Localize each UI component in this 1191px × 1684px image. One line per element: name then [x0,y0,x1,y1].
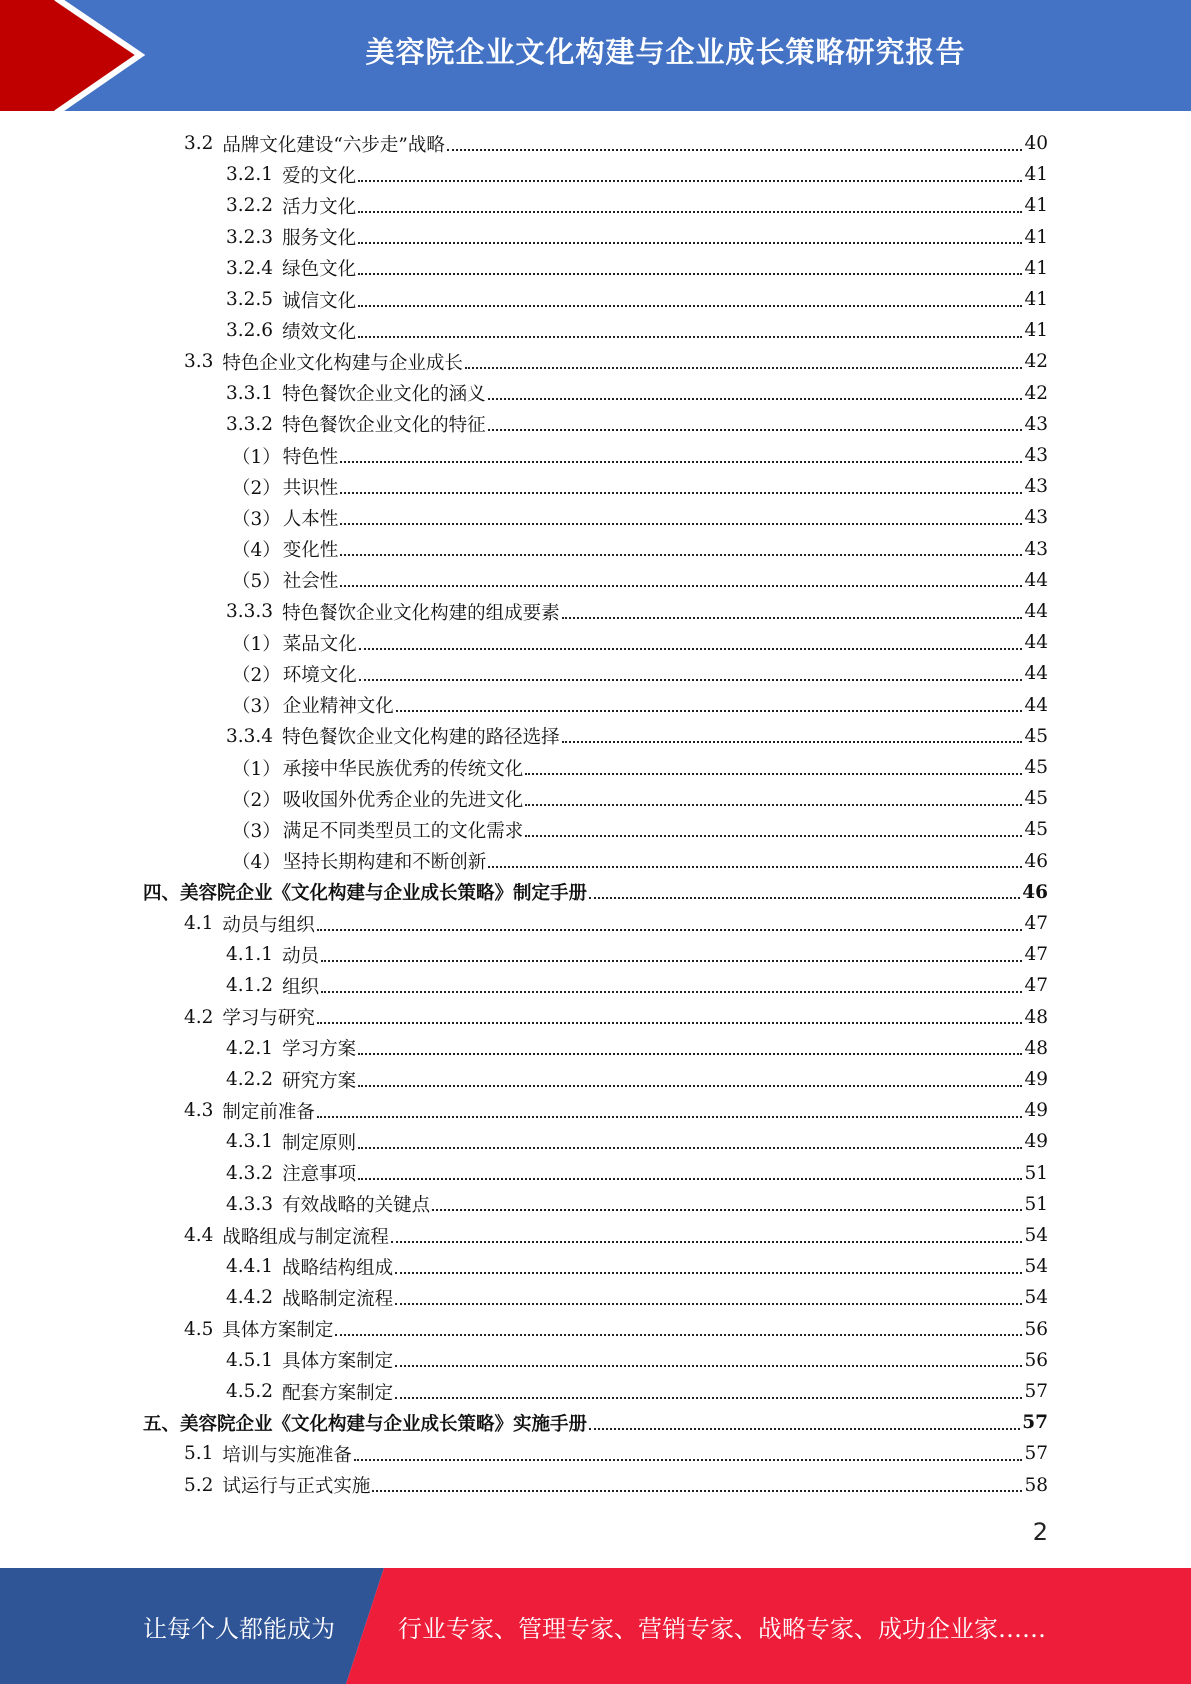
toc-dot-leader [395,1303,1022,1305]
toc-entry[interactable] [232,502,1048,533]
toc-entry[interactable] [184,1314,1048,1345]
toc-entry[interactable] [226,159,1048,190]
toc-entry-title: 社会性 [282,571,339,593]
toc-entry-page: 42 [1024,382,1048,404]
toc-entry-page: 43 [1024,476,1048,498]
toc-entry-page: 56 [1024,1318,1048,1340]
toc-entry-title: 爱的文化 [282,165,357,187]
toc-entry[interactable] [226,1189,1048,1220]
toc-entry-title: 特色企业文化构建与企业成长 [222,352,463,374]
toc-entry-page: 43 [1024,538,1048,560]
toc-entry-title: 注意事项 [282,1164,357,1186]
toc-dot-leader [340,554,1022,556]
toc-entry-number: （1） [232,633,281,655]
toc-entry-number: 4.4.1 [226,1256,274,1278]
toc-dot-leader [359,679,1023,681]
toc-entry-page: 43 [1024,413,1048,435]
toc-entry-page: 56 [1024,1349,1048,1371]
toc-entry-number: 3.2.5 [226,289,274,310]
toc-entry[interactable] [232,534,1048,565]
toc-entry-page: 47 [1024,975,1048,997]
toc-entry-number: 3.2 [184,133,214,154]
toc-entry[interactable] [184,1095,1048,1126]
toc-entry-title: 菜品文化 [282,633,357,655]
toc-entry-page: 54 [1024,1225,1048,1246]
toc-entry[interactable] [226,190,1048,221]
toc-entry-number: （2） [232,477,281,499]
toc-entry-number: （5） [232,571,281,593]
toc-dot-leader [488,398,1023,400]
toc-entry-title: 战略结构组成 [282,1257,394,1279]
toc-entry-number: 4.1.1 [226,944,274,966]
toc-entry-page: 51 [1024,1193,1048,1215]
toc-entry-number: （3） [232,508,281,530]
toc-entry-page: 49 [1024,1069,1048,1090]
toc-entry-title: 特色餐饮企业文化构建的路径选择 [282,727,560,749]
toc-entry-title: 制定前准备 [222,1101,315,1123]
toc-dot-leader [358,1178,1022,1180]
toc-entry-title: 学习方案 [282,1039,357,1061]
toc-entry-number: 4.3.2 [226,1162,274,1184]
toc-dot-leader [340,523,1022,525]
toc-entry-number: （2） [232,789,281,811]
toc-entry-title: 配套方案制定 [282,1382,394,1404]
toc-entry-title: 满足不同类型员工的文化需求 [282,820,524,842]
toc-entry-page: 41 [1024,164,1048,186]
toc-entry[interactable] [226,596,1048,627]
toc-entry-page: 51 [1024,1162,1048,1184]
toc-dot-leader [358,1053,1022,1055]
toc-entry[interactable] [226,1126,1048,1157]
toc-entry[interactable] [226,1158,1048,1189]
toc-dot-leader [525,804,1022,806]
toc-entry-page: 57 [1022,1412,1048,1434]
toc-entry-number: 4.5 [184,1318,214,1340]
toc-entry[interactable] [184,1002,1048,1033]
toc-entry-number: （4） [232,852,281,874]
toc-entry-page: 44 [1024,663,1048,685]
toc-entry-page: 45 [1024,819,1048,841]
toc-entry-page: 49 [1024,1100,1048,1122]
toc-entry-number: 3.3.3 [226,601,274,622]
toc-entry[interactable] [232,690,1048,721]
toc-entry-number: 4.4 [184,1225,214,1246]
toc-entry-title: 组织 [282,976,320,998]
toc-entry[interactable] [232,752,1048,783]
toc-entry[interactable] [226,253,1048,284]
toc-entry-title: 环境文化 [282,664,357,686]
toc-dot-leader [340,492,1022,494]
toc-dot-leader [340,585,1022,587]
toc-entry-page: 41 [1024,226,1048,248]
toc-entry-title: 具体方案制定 [282,1351,394,1373]
toc-entry-title: 吸收国外优秀企业的先进文化 [282,789,524,811]
toc-entry-number: 3.2.6 [226,320,274,342]
toc-entry[interactable] [232,814,1048,845]
toc-entry-title: 动员与组织 [222,914,315,936]
toc-entry[interactable] [232,627,1048,658]
toc-entry-number: 5.2 [184,1474,214,1496]
toc-dot-leader [432,1209,1022,1211]
toc-entry[interactable] [184,346,1048,377]
toc-entry-page: 44 [1024,569,1048,591]
toc-dot-leader [317,929,1023,931]
toc-dot-leader [317,1116,1023,1118]
toc-entry-title: 共识性 [282,477,339,499]
toc-entry[interactable] [184,1470,1048,1501]
toc-dot-leader [321,960,1022,962]
toc-entry-number: （4） [232,540,281,562]
page-footer [0,1568,1191,1684]
document-title: 美容院企业文化构建与企业成长策略研究报告 [365,34,966,69]
toc-entry-number: 3.2.4 [226,257,274,279]
toc-dot-leader [395,1365,1022,1367]
toc-entry[interactable] [232,565,1048,596]
toc-entry[interactable] [226,1033,1048,1064]
toc-entry[interactable] [232,783,1048,814]
toc-entry-number: 4.2.1 [226,1037,274,1059]
toc-entry-number: 3.3.1 [226,382,274,404]
toc-entry-title: 绩效文化 [282,321,357,343]
toc-entry-number: 4.4.2 [226,1287,274,1309]
toc-entry-number: 4.5.2 [226,1381,274,1402]
toc-dot-leader [391,1241,1023,1243]
toc-dot-leader [358,336,1022,338]
toc-entry-number: 4.5.1 [226,1349,274,1371]
toc-entry[interactable] [143,1407,1048,1438]
toc-entry-page: 47 [1024,913,1048,934]
toc-entry[interactable] [184,1220,1048,1251]
toc-entry[interactable] [143,877,1048,908]
toc-entry[interactable] [226,378,1048,409]
toc-entry-page: 54 [1024,1256,1048,1278]
toc-entry-page: 41 [1024,320,1048,342]
toc-dot-leader [525,835,1022,837]
toc-dot-leader [358,242,1022,244]
toc-entry-number: 4.1.2 [226,975,274,997]
toc-dot-leader [354,1459,1023,1461]
toc-entry[interactable] [226,1345,1048,1376]
toc-dot-leader [321,991,1022,993]
toc-entry-page: 46 [1022,881,1048,903]
toc-dot-leader [359,648,1023,650]
toc-dot-leader [358,1147,1022,1149]
toc-entry-title: 战略制定流程 [282,1288,394,1310]
toc-entry[interactable] [226,222,1048,253]
toc-entry-title: 试运行与正式实施 [222,1476,371,1498]
toc-entry-page: 54 [1024,1287,1048,1309]
toc-entry-page: 44 [1024,632,1048,654]
toc-entry-title: 学习与研究 [222,1008,315,1030]
toc-entry-page: 44 [1024,601,1048,622]
toc-dot-leader [395,1272,1022,1274]
toc-entry-number: 3.2.2 [226,195,274,217]
toc-entry-number: 3.3 [184,351,214,373]
toc-dot-leader [372,1490,1022,1492]
toc-entry-title: 美容院企业《文化构建与企业成长策略》实施手册 [180,1413,588,1435]
toc-entry[interactable] [226,939,1048,970]
toc-entry[interactable] [184,128,1048,159]
page-header [0,0,1191,111]
toc-dot-leader [562,741,1023,743]
toc-entry-page: 58 [1024,1474,1048,1496]
toc-entry-page: 43 [1024,445,1048,466]
toc-dot-leader [589,1428,1020,1430]
page-number: 2 [1032,1518,1048,1546]
toc-dot-leader [358,180,1022,182]
toc-entry[interactable] [226,970,1048,1001]
toc-entry-number: （2） [232,664,281,686]
toc-entry-page: 44 [1024,694,1048,716]
toc-entry-title: 企业精神文化 [282,696,394,718]
toc-entry-page: 48 [1024,1006,1048,1028]
toc-entry-title: 具体方案制定 [222,1320,334,1342]
toc-entry-title: 特色餐饮企业文化的涵义 [282,384,486,406]
toc-entry[interactable] [226,1282,1048,1313]
toc-entry-page: 41 [1024,257,1048,279]
toc-dot-leader [358,305,1022,307]
toc-entry-number: 3.2.1 [226,164,274,186]
toc-dot-leader [396,710,1023,712]
toc-entry-title: 坚持长期构建和不断创新 [282,852,487,874]
toc-dot-leader [395,1397,1022,1399]
toc-dot-leader [358,1085,1022,1087]
toc-entry-number: 四、 [143,883,181,905]
toc-entry-title: 诚信文化 [282,290,357,312]
toc-entry-page: 41 [1024,289,1048,310]
toc-entry-page: 46 [1024,850,1048,872]
toc-entry-title: 人本性 [282,508,339,530]
toc-dot-leader [335,1334,1022,1336]
toc-entry-number: 4.3 [184,1100,214,1122]
toc-entry-number: （1） [232,446,281,468]
toc-entry[interactable] [232,658,1048,689]
toc-entry-page: 48 [1024,1037,1048,1059]
toc-entry[interactable] [226,721,1048,752]
toc-entry-title: 有效战略的关键点 [282,1195,431,1217]
toc-entry[interactable] [184,1438,1048,1469]
toc-entry-number: 3.3.4 [226,725,274,747]
toc-entry[interactable] [226,315,1048,346]
toc-dot-leader [358,273,1022,275]
toc-entry[interactable] [226,409,1048,440]
toc-entry-number: 5.1 [184,1443,214,1465]
toc-entry-title: 承接中华民族优秀的传统文化 [282,758,524,780]
toc-dot-leader [488,866,1022,868]
toc-dot-leader [488,429,1023,431]
toc-entry-number: 五、 [143,1413,181,1435]
toc-dot-leader [447,149,1023,151]
toc-entry-page: 45 [1024,725,1048,747]
toc-entry-title: 研究方案 [282,1070,357,1092]
toc-entry-number: 3.3.2 [226,413,274,435]
toc-entry-title: 变化性 [282,540,339,562]
toc-entry-title: 绿色文化 [282,259,357,281]
toc-entry-title: 特色性 [282,446,339,468]
toc-entry-title: 品牌文化建设“六步走”战略 [222,134,445,156]
toc-entry-number: 4.1 [184,913,214,934]
toc-entry[interactable] [232,471,1048,502]
toc-entry-page: 40 [1024,133,1048,154]
footer-slogan-left: 让每个人都能成为 [143,1614,335,1643]
toc-entry-number: 4.2 [184,1006,214,1028]
toc-entry[interactable] [232,846,1048,877]
toc-entry[interactable] [232,440,1048,471]
toc-entry[interactable] [226,1064,1048,1095]
toc-entry-page: 45 [1024,757,1048,778]
toc-entry-title: 特色餐饮企业文化的特征 [282,415,486,437]
toc-dot-leader [465,367,1023,369]
toc-entry[interactable] [184,908,1048,939]
toc-entry-number: 4.2.2 [226,1069,274,1090]
toc-dot-leader [589,897,1020,899]
toc-entry[interactable] [226,1251,1048,1282]
toc-entry[interactable] [226,1376,1048,1407]
toc-dot-leader [358,211,1022,213]
toc-entry-title: 活力文化 [282,196,357,218]
toc-entry-page: 47 [1024,944,1048,966]
toc-entry-page: 43 [1024,507,1048,529]
toc-entry-page: 41 [1024,195,1048,217]
footer-slogan-right: 行业专家、管理专家、营销专家、战略专家、成功企业家…… [398,1614,1046,1643]
toc-dot-leader [317,1022,1023,1024]
toc-entry-title: 美容院企业《文化构建与企业成长策略》制定手册 [180,883,588,905]
toc-entry-title: 战略组成与制定流程 [222,1226,389,1248]
toc-entry-number: （3） [232,696,281,718]
toc-entry-number: 3.2.3 [226,226,274,248]
toc-entry-title: 服务文化 [282,228,357,250]
toc-entry-number: 4.3.3 [226,1193,274,1215]
toc-entry-page: 42 [1024,351,1048,373]
toc-entry-number: 4.3.1 [226,1131,274,1153]
toc-entry-page: 57 [1024,1381,1048,1402]
toc-entry-page: 57 [1024,1443,1048,1465]
toc-dot-leader [562,617,1023,619]
toc-entry-page: 45 [1024,788,1048,810]
toc-entry-page: 49 [1024,1131,1048,1153]
toc-entry-number: （3） [232,820,281,842]
toc-dot-leader [340,461,1022,463]
toc-entry-title: 特色餐饮企业文化构建的组成要素 [282,602,560,624]
toc-entry-title: 动员 [282,945,320,967]
toc-entry[interactable] [226,284,1048,315]
toc-dot-leader [525,773,1022,775]
toc-entry-title: 培训与实施准备 [222,1444,352,1466]
toc-entry-number: （1） [232,758,281,780]
toc-entry-title: 制定原则 [282,1132,357,1154]
